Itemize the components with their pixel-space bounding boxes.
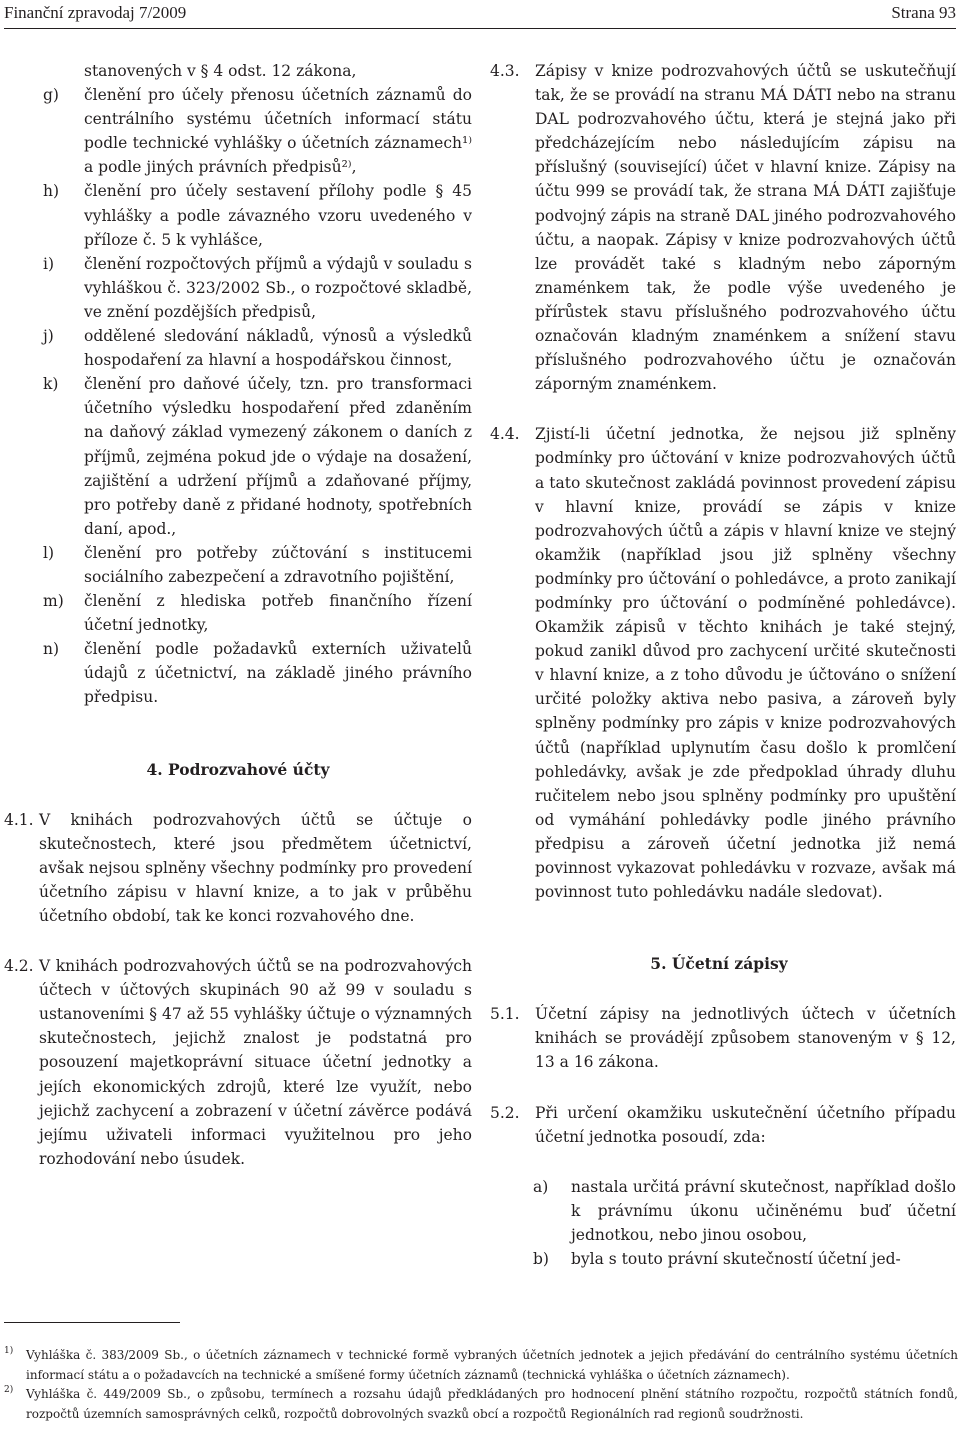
section-marker: 4.2. (4, 957, 34, 976)
footnote-2 (4, 1385, 958, 1424)
list-item-n (4, 637, 472, 709)
section-text: Účetní zápisy na jednotlivých účtech v účetních knihách se provádějí způsobem stanoveným v § 12, 13 a 16 zákona. (535, 1005, 956, 1072)
sub-item-text: nastala určitá právní skutečnost, například došlo k právnímu úkonu učiněnému buď účetní jednotkou, nebo jinou osobou, (571, 1177, 956, 1244)
section-marker: 5.1. (490, 1005, 520, 1024)
section-text: Při určení okamžiku uskutečnění účetního případu účetní jednotka posoudí, zda: (535, 1103, 956, 1146)
section-4-4 (482, 422, 956, 904)
section-text: Zápisy v knize podrozvahových účtů se uskutečňují tak, že se provádí na stranu MÁ DÁTI nebo na stranu DAL podrozvahového účtu, která je stejná jako při předcházejícím nebo následujícím zápisu na příslušný (související) účet v hlavní knize. Zápisy na účtu 999 se provádí tak, že strana MÁ DÁTI zajišťuje podvojný zápis na straně DAL jiného podrozvahového účtu, a naopak. Zápisy v knize podrozvahových účtů lze provádět také s kladným nebo záporným znaménkem tak, že podle výše uvedeného je přírůstek stavu příslušného podrozvahového účtu označován kladným znaménkem a snížení stavu příslušného podrozvahového účtu je označován záporným znaménkem. (535, 62, 956, 394)
item-marker: l) (43, 543, 55, 562)
sub-item-marker: b) (533, 1250, 549, 1269)
item-marker: k) (43, 375, 59, 394)
journal-title: Finanční zpravodaj 7/2009 (4, 3, 187, 22)
item-text: členění z hlediska potřeb finančního řízení účetní jednotky, (84, 592, 472, 635)
list-item-k (4, 372, 472, 541)
left-column (4, 59, 472, 1171)
list-item-h (4, 179, 472, 251)
section-4-3 (482, 59, 956, 396)
item-marker: g) (43, 86, 59, 105)
list-item-g (4, 83, 472, 179)
list-item-m (4, 589, 472, 637)
section-text: V knihách podrozvahových účtů se na podrozvahových účtech v účtových skupinách 90 až 99 v souladu s ustanoveními § 47 až 55 vyhlášky účtuje o významných skutečnostech, jejichž znalost je podstatná pro posouzení majetkoprávní situace účetní jednotky a jejích ekonomických zdrojů, které lze využít, nebo jejichž zachycení a zobrazení v účetní závěrce podává jejímu uživateli informaci využitelnou pro jeho rozhodování nebo úsudek. (39, 957, 472, 1168)
section-text: V knihách podrozvahových účtů se účtuje o skutečnostech, které jsou předmětem účetnictví, avšak nejsou splněny všechny podmínky pro provedení účetního zápisu v hlavní knize, a to jak v průběhu účetního období, tak ke konci rozvahového dne. (39, 810, 472, 925)
section-5-2 (482, 1101, 956, 1149)
section-marker: 4.1. (4, 810, 34, 829)
item-text: členění pro potřeby zúčtování s institucemi sociálního zabezpečení a zdravotního pojištění, (84, 543, 472, 586)
footnote-1 (4, 1346, 958, 1385)
item-text: členění pro účely přenosu účetních záznamů do centrálního systému účetních informací státu podle technické vyhlášky o účetních záznamech¹⁾ a podle jiných právních předpisů²⁾, (84, 86, 472, 177)
item-text: členění pro účely sestavení přílohy podle § 45 vyhlášky a podle závazného vzoru uvedeného v příloze č. 5 k vyhlášce, (84, 182, 472, 249)
list-item-j (4, 324, 472, 372)
footnote-divider (4, 1322, 180, 1323)
sub-item-text: byla s touto právní skutečností účetní jed- (571, 1250, 901, 1269)
item-marker: j) (43, 327, 54, 346)
item-marker: n) (43, 640, 60, 659)
item-text: členění rozpočtových příjmů a výdajů v souladu s vyhláškou č. 323/2002 Sb., o rozpočtové skladbě, ve znění pozdějších předpisů, (84, 254, 472, 321)
page-header (4, 2, 956, 29)
section-heading-5: 5. Účetní zápisy (650, 954, 788, 974)
list-intro: stanovených v § 4 odst. 12 zákona, (84, 62, 357, 80)
section-marker: 4.3. (490, 62, 520, 80)
footnote-marker: 1) (4, 1346, 14, 1356)
list-item-l (4, 541, 472, 589)
sub-item-a (482, 1175, 956, 1247)
sub-item-b (482, 1247, 956, 1271)
footnote-marker: 2) (4, 1385, 14, 1396)
section-5-1 (482, 1002, 956, 1074)
section-4-2 (4, 954, 472, 1171)
item-marker: m) (43, 592, 64, 611)
section-heading-4: 4. Podrozvahové účty (146, 759, 330, 779)
item-text: členění podle požadavků externích uživatelů údajů z účetnictví, na základě jiného právního předpisu. (84, 640, 472, 707)
page-number: Strana 93 (891, 3, 956, 22)
sub-item-marker: a) (533, 1177, 549, 1196)
item-text: členění pro daňové účely, tzn. pro transformaci účetního výsledku hospodaření před zdaněním na daňový základ vymezený zákonem o daních z příjmů, zejména pokud jde o výdaje na dosažení, zajištění a udržení příjmů a zdaňované příjmy, pro potřeby daně z přidané hodnoty, spotřebních daní, apod., (84, 375, 472, 538)
footnotes (4, 1346, 958, 1424)
section-marker: 5.2. (490, 1103, 520, 1122)
right-column (482, 59, 956, 1271)
item-text: oddělené sledování nákladů, výnosů a výsledků hospodaření za hlavní a hospodářskou činnost, (84, 327, 472, 370)
footnote-text: Vyhláška č. 449/2009 Sb., o způsobu, termínech a rozsahu údajů předkládaných pro hodnocení plnění státního rozpočtu, rozpočtů státních fondů, rozpočtů územních samosprávných celků, rozpočtů dobrovolných svazků obcí a rozpočtů Regionálních rad regionů soudržnosti. (26, 1387, 958, 1421)
item-marker: i) (43, 254, 55, 273)
section-marker: 4.4. (490, 425, 520, 444)
footnote-text: Vyhláška č. 383/2009 Sb., o účetních záznamech v technické formě vybraných účetních jednotek a jejich předávání do centrálního systému účetních informací státu a o požadavcích na technické a smíšené formy účetních záznamů (technická vyhláška o účetních záznamech). (26, 1348, 958, 1382)
list-item-i (4, 252, 472, 324)
section-4-1 (4, 808, 472, 928)
section-text: Zjistí-li účetní jednotka, že nejsou již splněny podmínky pro účtování v knize podrozvahových účtů a tato skutečnost zakládá povinnost provedení zápisu v hlavní knize, provádí se zápis v knize podrozvahových účtů a zápis v hlavní knize ve stejný okamžik (například jsou již splněny všechny podmínky pro účtování o pohledávce, a proto zanikají podmínky pro účtování o podmíněné pohledávce). Okamžik zápisů v těchto knihách je také stejný, pokud zanikl důvod pro zachycení určité skutečnosti v hlavní knize, a z toho důvodu je účtováno o snížení určité položky aktiva nebo pasiva, a zároveň byly splněny podmínky pro zápis v knize podrozvahových účtů (například uplynutím času došlo k promlčení pohledávky, avšak je zde předpoklad úhrady dluhu ručitelem nebo jsou splněny podmínky pro upuštění od vymáhání pohledávky podle jiného právního předpisu a zároveň účetní jednotka již nemá povinnost vykazovat pohledávku v rozvaze, avšak má povinnost tuto pohledávku nadále sledovat). (535, 425, 956, 902)
item-marker: h) (43, 182, 60, 201)
